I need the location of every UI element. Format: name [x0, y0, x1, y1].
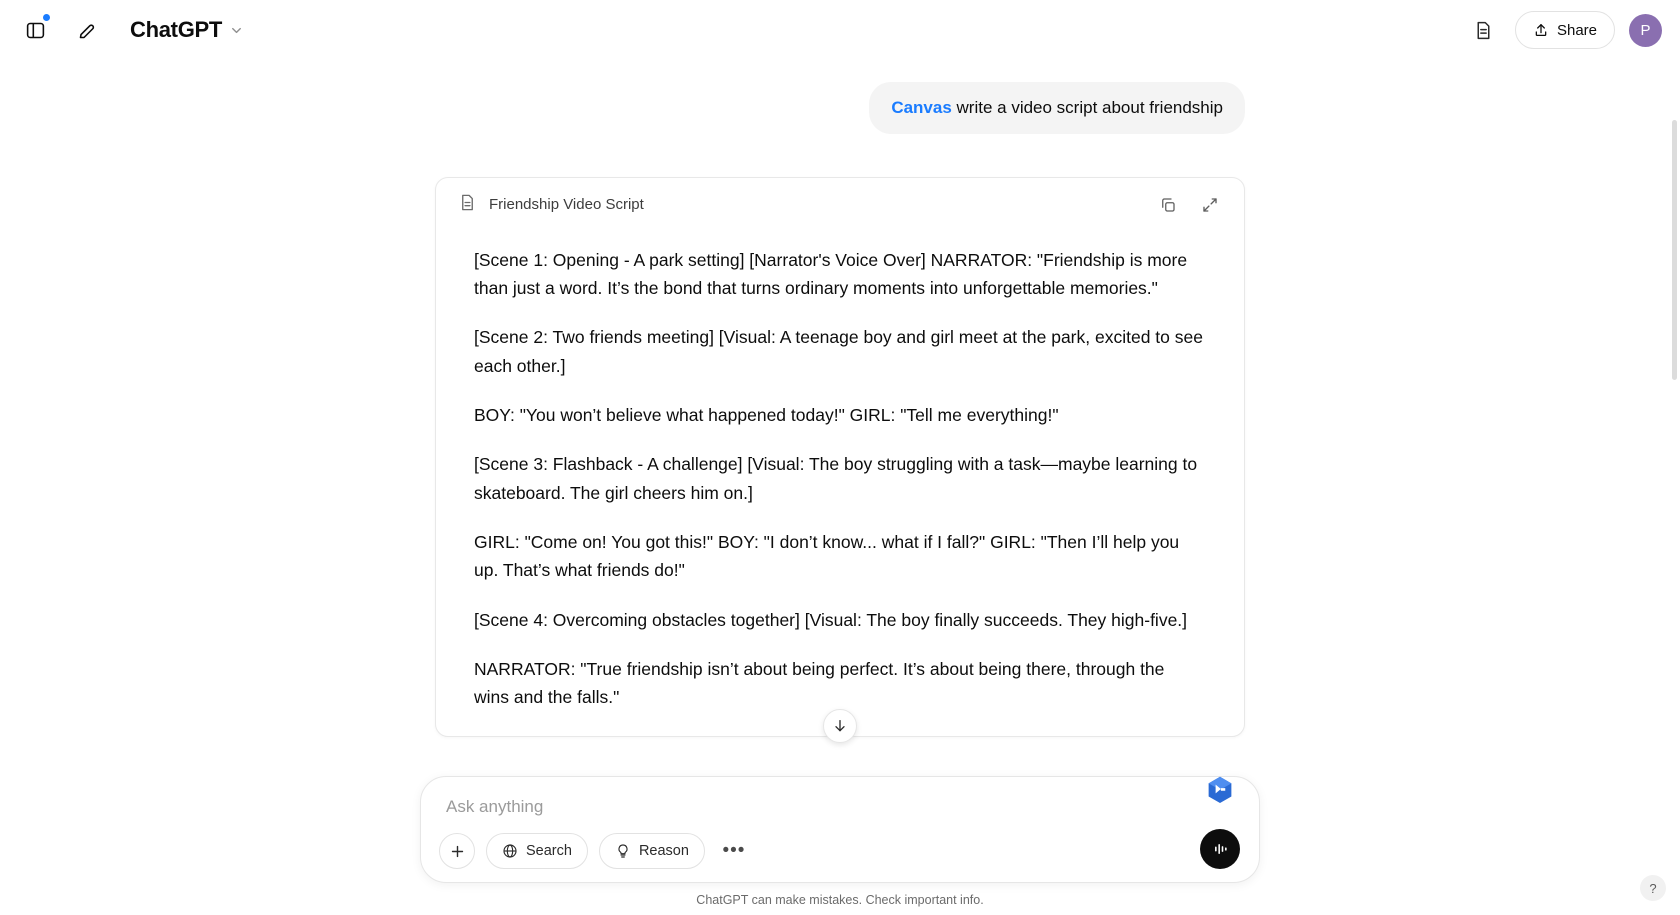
- copy-icon[interactable]: [1154, 191, 1182, 219]
- user-message-row: [435, 82, 1245, 134]
- voice-mode-button[interactable]: [1200, 829, 1240, 869]
- canvas-paragraph: BOY: "You won’t believe what happened today!" GIRL: "Tell me everything!": [474, 404, 1059, 425]
- composer-toolbar: [439, 833, 1241, 869]
- voice-waveform-icon: [1210, 839, 1230, 859]
- top-bar: [0, 0, 1680, 60]
- lightbulb-icon: [615, 843, 631, 859]
- sidebar-toggle-icon[interactable]: [18, 13, 52, 47]
- top-bar-right: [1467, 11, 1662, 49]
- canvas-paragraph: GIRL: "Come on! You got this!" BOY: "I don’t know... what if I fall?" GIRL: "Then I’ll help you up. That’s what friends do!": [474, 531, 1180, 581]
- message-input[interactable]: [439, 795, 1241, 833]
- canvas-paragraph: [Scene 2: Two friends meeting] [Visual: A teenage boy and girl meet at the park, excited to see each other.]: [474, 327, 1203, 376]
- share-button[interactable]: [1515, 11, 1615, 49]
- document-icon: [458, 193, 477, 217]
- help-button[interactable]: [1640, 875, 1666, 901]
- canvas-card[interactable]: [435, 177, 1245, 737]
- model-selector[interactable]: [130, 17, 244, 43]
- canvas-paragraph: [Scene 1: Opening - A park setting] [Narrator's Voice Over] NARRATOR: "Friendship is more than just a word. It’s the bond that turns ordinary moments into unforgettable memories.": [474, 249, 1188, 298]
- scroll-to-bottom-button[interactable]: [823, 709, 857, 743]
- canvas-paragraph: [Scene 3: Flashback - A challenge] [Visual: The boy struggling with a task—maybe learning to skateboard. The girl cheers him on.]: [474, 454, 1198, 503]
- canvas-hexagon-icon: [1206, 775, 1234, 803]
- canvas-document-body[interactable]: [436, 232, 1244, 737]
- canvas-header: [436, 178, 1244, 232]
- chevron-down-icon: [229, 23, 244, 38]
- avatar-initial: P: [1640, 21, 1651, 39]
- reason-button-label: Reason: [638, 843, 689, 859]
- search-button[interactable]: [486, 833, 588, 869]
- brand-name: ChatGPT: [130, 17, 223, 42]
- canvas-title: Friendship Video Script: [489, 196, 644, 213]
- reason-button[interactable]: [599, 833, 705, 869]
- composer[interactable]: [420, 776, 1260, 883]
- more-options-button[interactable]: [716, 833, 752, 869]
- help-button-label: ?: [1649, 880, 1657, 896]
- more-options-label: •••: [722, 840, 746, 861]
- search-button-label: Search: [526, 843, 572, 859]
- canvas-header-actions: [1154, 191, 1224, 219]
- top-bar-left: [18, 13, 244, 47]
- attach-button[interactable]: [439, 833, 475, 869]
- disclaimer-text: ChatGPT can make mistakes. Check important info.: [696, 893, 984, 907]
- globe-icon: [502, 843, 518, 859]
- page-scrollbar[interactable]: [1672, 120, 1677, 380]
- expand-icon[interactable]: [1196, 191, 1224, 219]
- notification-dot: [43, 14, 50, 21]
- composer-area: [0, 776, 1680, 915]
- canvas-paragraph: NARRATOR: "True friendship isn’t about being perfect. It’s about being there, through the wins and the falls.": [474, 658, 1165, 708]
- user-message-bubble: [869, 82, 1245, 134]
- plus-icon: [449, 843, 466, 860]
- canvas-tag: Canvas: [891, 98, 952, 117]
- canvas-paragraph: [Scene 4: Overcoming obstacles together] [Visual: The boy finally succeeds. They high-five.]: [474, 609, 1188, 630]
- avatar[interactable]: [1629, 14, 1662, 47]
- share-upload-icon: [1533, 22, 1549, 38]
- message-thread: [435, 60, 1245, 737]
- user-message-text: write a video script about friendship: [951, 98, 1223, 117]
- arrow-down-icon: [832, 718, 848, 734]
- document-icon[interactable]: [1467, 13, 1501, 47]
- canvas-logo-icon[interactable]: [1204, 773, 1236, 805]
- new-chat-icon[interactable]: [70, 13, 104, 47]
- share-button-label: Share: [1556, 21, 1597, 39]
